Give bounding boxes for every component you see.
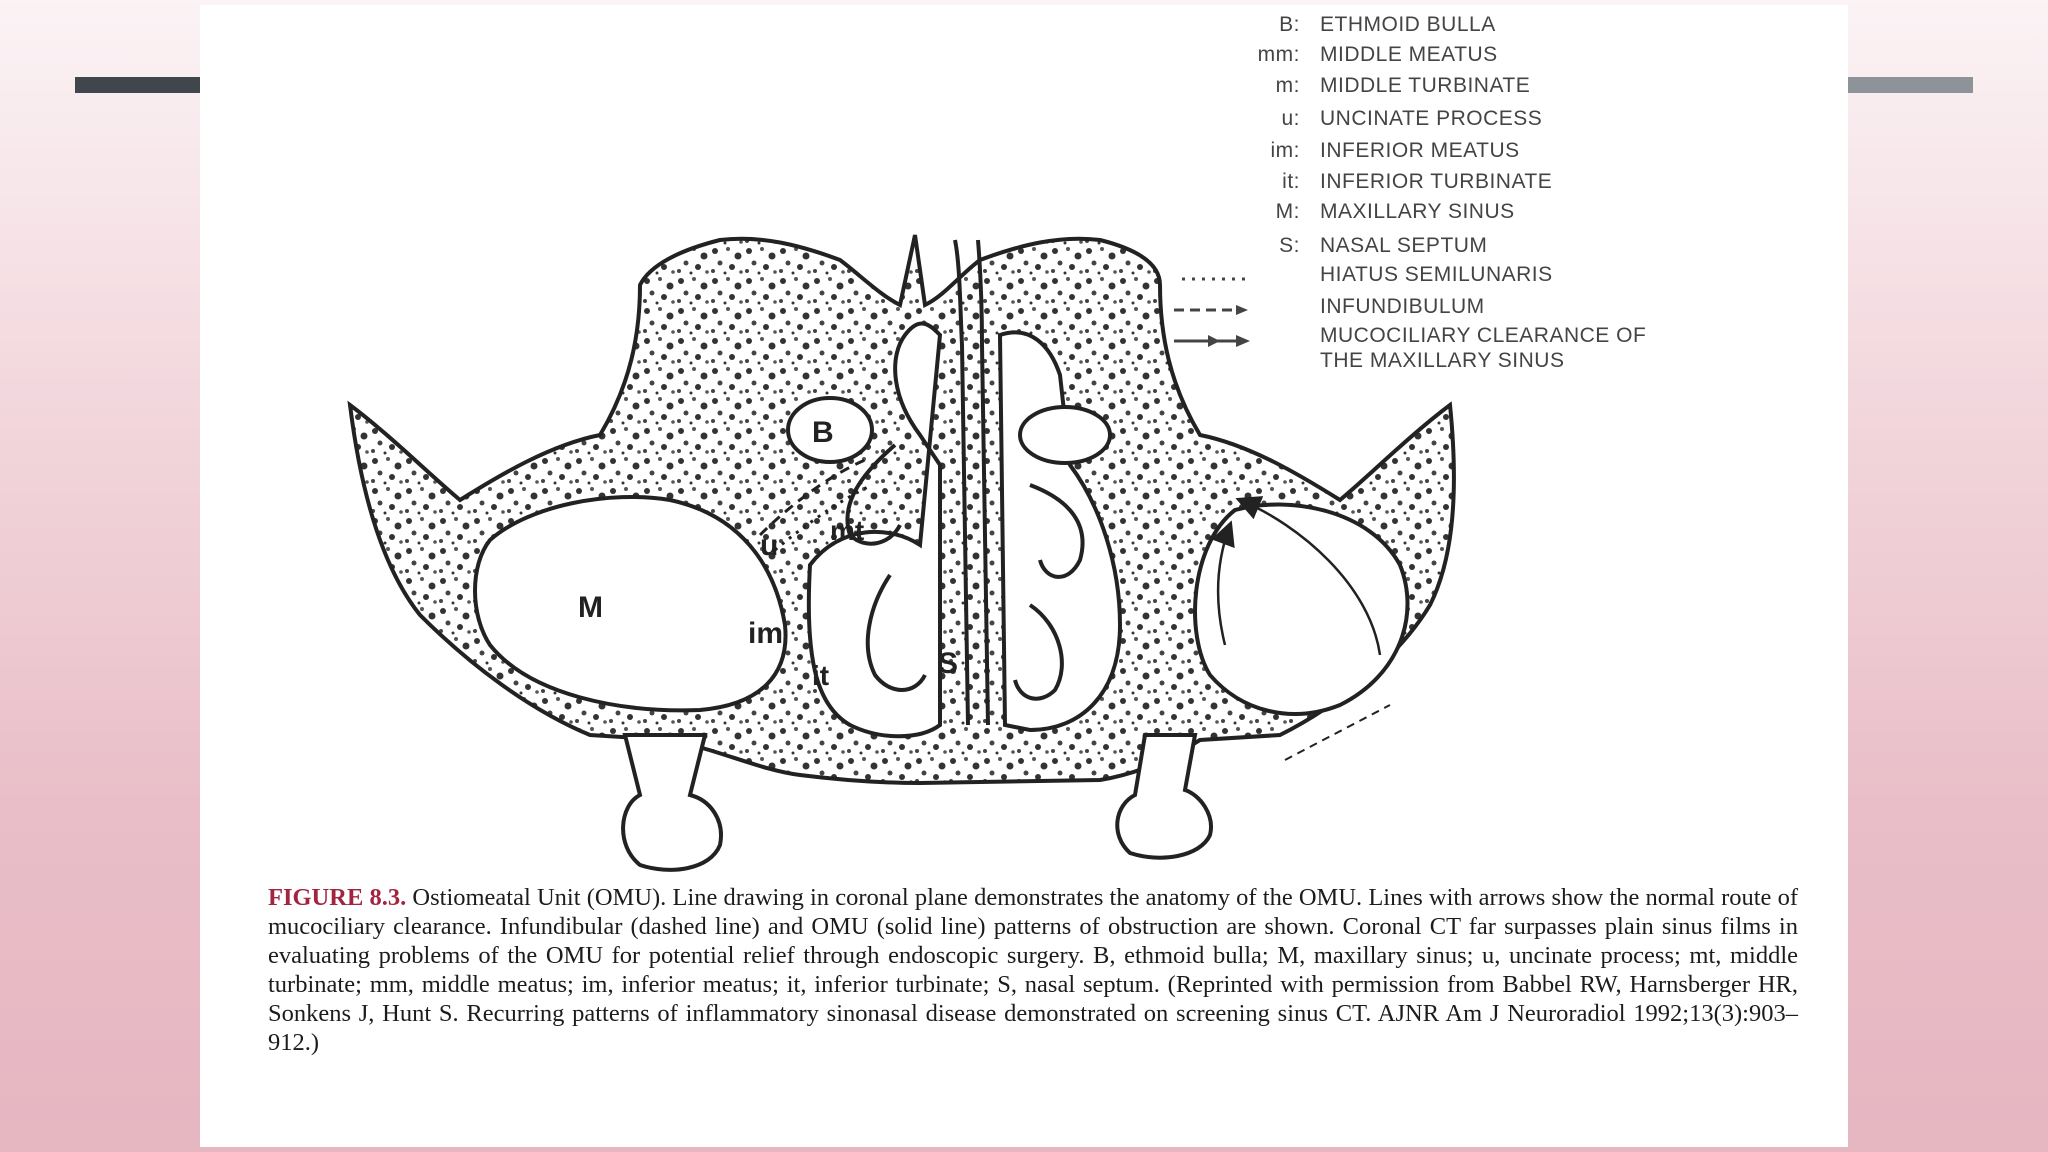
legend-text: INFUNDIBULUM [1320,295,1485,318]
legend-text: UNCINATE PROCESS [1320,107,1543,130]
legend-text: MIDDLE TURBINATE [1320,74,1531,97]
legend-key: B: [1279,13,1300,36]
figure-panel [200,5,1848,1147]
legend-text: MUCOCILIARY CLEARANCE OF [1320,324,1647,347]
legend-text: HIATUS SEMILUNARIS [1320,263,1553,286]
legend-key: m: [1275,74,1300,97]
caption-text: Ostiomeatal Unit (OMU). Line drawing in coronal plane demonstrates the anatomy of the OMU. Lines with arrows show the normal route of mucociliary clearance. Infundibular (dashed line) and OMU (solid line) patterns of obstruction are shown. Coronal CT far surpasses plain sinus films in evaluating problems of the OMU for potential relief through endoscopic surgery. B, ethmoid bulla; M, maxillary sinus; u, uncinate process; mt, middle turbinate; mm, middle meatus; im, inferior meatus; it, inferior turbinate; S, nasal septum. (Reprinted with permission from Babbel RW, Harnsberger HR, Sonkens J, Hunt S. Recurring patterns of inflammatory sinonasal disease demonstrated on screening sinus CT. AJNR Am J Neuroradiol 1992;13(3):903–912.) [268,884,1799,1056]
label-it: it [812,660,830,691]
legend-text: ETHMOID BULLA [1320,13,1496,36]
label-u: u [760,529,779,562]
legend-key: S: [1279,234,1300,257]
label-M: M [578,591,603,624]
omu-line-drawing [200,5,1848,875]
figure-number: FIGURE 8.3. [268,884,407,911]
legend-text: INFERIOR MEATUS [1320,139,1520,162]
legend-key: mm: [1257,43,1300,66]
legend-text: INFERIOR TURBINATE [1320,170,1553,193]
label-mt: mt [830,515,865,546]
legend-key: it: [1282,170,1300,193]
solid-arrow-key-icon [1170,332,1255,350]
figure-caption [268,883,1798,1057]
legend-text: NASAL SEPTUM [1320,234,1488,257]
tooth-left [623,735,721,870]
legend-text: MAXILLARY SINUS [1320,200,1515,223]
dashed-arrow-key-icon [1170,303,1255,317]
dotted-line-key-icon [1178,273,1253,285]
legend-key: u: [1281,107,1300,130]
label-im: im [748,617,784,650]
label-B: B [812,416,834,449]
legend-text: THE MAXILLARY SINUS [1320,349,1565,372]
ethmoid-bulla-right [1020,407,1110,463]
legend-text: MIDDLE MEATUS [1320,43,1498,66]
label-S: S [938,647,959,680]
legend-key: M: [1275,200,1300,223]
legend-key: im: [1270,139,1300,162]
